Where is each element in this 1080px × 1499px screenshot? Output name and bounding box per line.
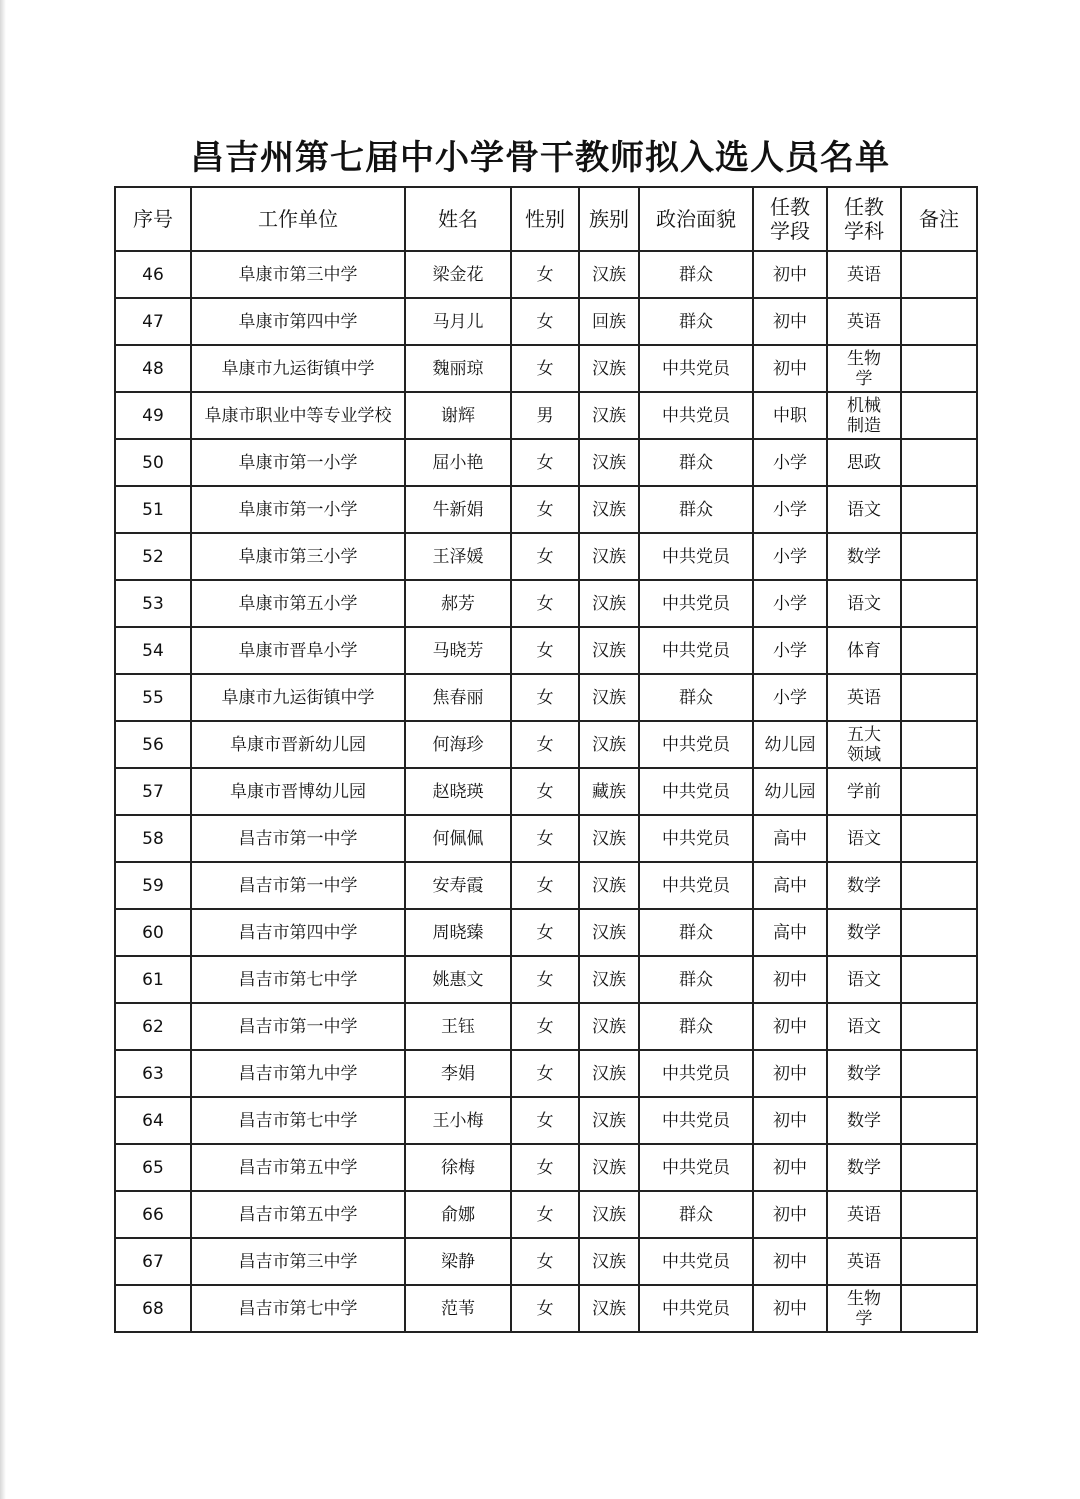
cell-work-unit: 阜康市九运街镇中学 [191, 345, 405, 392]
cell-gender: 女 [511, 768, 579, 815]
cell-ethnicity: 汉族 [579, 486, 639, 533]
cell-political-status: 群众 [639, 298, 753, 345]
cell-political-status: 群众 [639, 1003, 753, 1050]
cell-name: 马晓芳 [405, 627, 511, 674]
cell-gender: 女 [511, 627, 579, 674]
cell-teaching-subject-label: 语文 [847, 828, 881, 849]
cell-teaching-subject-label: 数学 [847, 1063, 881, 1084]
cell-name: 谢辉 [405, 392, 511, 439]
cell-political-status: 中共党员 [639, 580, 753, 627]
header-teaching-stage [753, 187, 827, 251]
cell-ethnicity: 汉族 [579, 721, 639, 768]
cell-name: 姚惠文 [405, 956, 511, 1003]
page-edge-shadow [0, 0, 6, 1499]
cell-name: 王钰 [405, 1003, 511, 1050]
cell-teaching-subject [827, 1050, 901, 1097]
cell-ethnicity: 汉族 [579, 533, 639, 580]
cell-teaching-stage: 高中 [753, 909, 827, 956]
cell-remarks [901, 674, 977, 721]
cell-gender: 女 [511, 486, 579, 533]
cell-teaching-subject-label: 语文 [847, 1016, 881, 1037]
cell-work-unit: 昌吉市第七中学 [191, 956, 405, 1003]
table-row [115, 1285, 977, 1332]
cell-remarks [901, 721, 977, 768]
header-serial-no: 序号 [115, 187, 191, 251]
cell-gender: 女 [511, 1144, 579, 1191]
table-row [115, 1144, 977, 1191]
cell-gender: 女 [511, 439, 579, 486]
cell-teaching-subject [827, 1097, 901, 1144]
cell-serial-no: 47 [115, 298, 191, 345]
cell-political-status: 群众 [639, 909, 753, 956]
table-row [115, 298, 977, 345]
cell-ethnicity: 汉族 [579, 627, 639, 674]
table-row [115, 1003, 977, 1050]
cell-serial-no: 60 [115, 909, 191, 956]
cell-gender: 女 [511, 862, 579, 909]
header-teaching-subject-label: 任教学科 [844, 195, 884, 243]
cell-work-unit: 昌吉市第一中学 [191, 1003, 405, 1050]
cell-teaching-stage: 小学 [753, 627, 827, 674]
cell-serial-no: 67 [115, 1238, 191, 1285]
cell-gender: 女 [511, 956, 579, 1003]
cell-teaching-stage: 初中 [753, 956, 827, 1003]
cell-teaching-subject-label: 英语 [847, 264, 881, 285]
cell-remarks [901, 1144, 977, 1191]
cell-remarks [901, 580, 977, 627]
cell-gender: 女 [511, 1050, 579, 1097]
cell-gender: 女 [511, 909, 579, 956]
cell-teaching-subject-label: 数学 [847, 546, 881, 567]
cell-remarks [901, 1097, 977, 1144]
cell-serial-no: 56 [115, 721, 191, 768]
cell-work-unit: 阜康市第一小学 [191, 486, 405, 533]
cell-work-unit: 昌吉市第一中学 [191, 815, 405, 862]
table-row [115, 251, 977, 298]
cell-serial-no: 46 [115, 251, 191, 298]
cell-remarks [901, 392, 977, 439]
cell-teaching-stage: 小学 [753, 439, 827, 486]
cell-teaching-stage: 初中 [753, 1191, 827, 1238]
table-row [115, 768, 977, 815]
header-teaching-subject [827, 187, 901, 251]
cell-remarks [901, 486, 977, 533]
cell-work-unit: 阜康市第五小学 [191, 580, 405, 627]
table-row [115, 674, 977, 721]
cell-name: 李娟 [405, 1050, 511, 1097]
table-row [115, 580, 977, 627]
cell-teaching-subject [827, 1144, 901, 1191]
cell-teaching-subject-label: 数学 [847, 922, 881, 943]
cell-remarks [901, 251, 977, 298]
table-row [115, 909, 977, 956]
cell-name: 郝芳 [405, 580, 511, 627]
teacher-roster-table [114, 186, 978, 1333]
cell-work-unit: 阜康市晋阜小学 [191, 627, 405, 674]
cell-ethnicity: 汉族 [579, 862, 639, 909]
cell-serial-no: 48 [115, 345, 191, 392]
cell-work-unit: 昌吉市第三中学 [191, 1238, 405, 1285]
cell-gender: 男 [511, 392, 579, 439]
cell-teaching-subject [827, 1003, 901, 1050]
cell-teaching-subject [827, 345, 901, 392]
cell-teaching-stage: 初中 [753, 1285, 827, 1332]
cell-name: 屈小艳 [405, 439, 511, 486]
cell-political-status: 中共党员 [639, 1285, 753, 1332]
cell-teaching-subject [827, 674, 901, 721]
cell-teaching-subject-label: 语文 [847, 593, 881, 614]
cell-serial-no: 49 [115, 392, 191, 439]
cell-work-unit: 昌吉市第七中学 [191, 1097, 405, 1144]
header-teaching-stage-label: 任教学段 [770, 195, 810, 243]
cell-teaching-subject [827, 721, 901, 768]
cell-teaching-subject-label: 思政 [847, 452, 881, 473]
cell-political-status: 中共党员 [639, 533, 753, 580]
cell-teaching-stage: 初中 [753, 345, 827, 392]
cell-teaching-stage: 小学 [753, 580, 827, 627]
cell-remarks [901, 533, 977, 580]
cell-teaching-stage: 初中 [753, 1050, 827, 1097]
cell-ethnicity: 汉族 [579, 439, 639, 486]
cell-serial-no: 65 [115, 1144, 191, 1191]
cell-name: 魏丽琼 [405, 345, 511, 392]
cell-gender: 女 [511, 815, 579, 862]
cell-ethnicity: 汉族 [579, 1238, 639, 1285]
cell-work-unit: 阜康市职业中等专业学校 [191, 392, 405, 439]
cell-work-unit: 阜康市第三小学 [191, 533, 405, 580]
cell-teaching-subject [827, 862, 901, 909]
cell-serial-no: 51 [115, 486, 191, 533]
cell-gender: 女 [511, 533, 579, 580]
table-row [115, 345, 977, 392]
cell-serial-no: 57 [115, 768, 191, 815]
cell-teaching-subject [827, 956, 901, 1003]
cell-teaching-stage: 中职 [753, 392, 827, 439]
cell-serial-no: 50 [115, 439, 191, 486]
cell-gender: 女 [511, 251, 579, 298]
cell-gender: 女 [511, 345, 579, 392]
cell-remarks [901, 298, 977, 345]
cell-remarks [901, 627, 977, 674]
cell-name: 焦春丽 [405, 674, 511, 721]
cell-teaching-subject [827, 298, 901, 345]
cell-serial-no: 58 [115, 815, 191, 862]
cell-gender: 女 [511, 1097, 579, 1144]
cell-teaching-subject-label: 语文 [847, 499, 881, 520]
cell-teaching-stage: 初中 [753, 298, 827, 345]
cell-remarks [901, 1285, 977, 1332]
table-row [115, 1050, 977, 1097]
cell-political-status: 群众 [639, 251, 753, 298]
cell-remarks [901, 1238, 977, 1285]
table-row [115, 486, 977, 533]
cell-name: 安寿霞 [405, 862, 511, 909]
cell-ethnicity: 汉族 [579, 815, 639, 862]
cell-gender: 女 [511, 1285, 579, 1332]
cell-ethnicity: 汉族 [579, 1191, 639, 1238]
cell-teaching-subject-label: 数学 [847, 1110, 881, 1131]
cell-name: 马月儿 [405, 298, 511, 345]
cell-teaching-stage: 小学 [753, 486, 827, 533]
cell-teaching-subject-label: 数学 [847, 875, 881, 896]
cell-teaching-subject [827, 909, 901, 956]
cell-political-status: 中共党员 [639, 1238, 753, 1285]
table-row [115, 1097, 977, 1144]
cell-ethnicity: 汉族 [579, 1050, 639, 1097]
cell-gender: 女 [511, 298, 579, 345]
table-row [115, 956, 977, 1003]
cell-teaching-subject-label: 机械制造 [847, 395, 881, 436]
cell-teaching-stage: 初中 [753, 1003, 827, 1050]
cell-political-status: 中共党员 [639, 345, 753, 392]
table-row [115, 392, 977, 439]
cell-political-status: 群众 [639, 674, 753, 721]
cell-work-unit: 昌吉市第五中学 [191, 1191, 405, 1238]
cell-ethnicity: 汉族 [579, 956, 639, 1003]
cell-gender: 女 [511, 1003, 579, 1050]
cell-teaching-subject-label: 英语 [847, 687, 881, 708]
header-remarks: 备注 [901, 187, 977, 251]
cell-political-status: 中共党员 [639, 1050, 753, 1097]
table-row [115, 439, 977, 486]
cell-ethnicity: 汉族 [579, 345, 639, 392]
cell-serial-no: 54 [115, 627, 191, 674]
cell-teaching-subject-label: 生物学 [847, 348, 881, 389]
header-name: 姓名 [405, 187, 511, 251]
cell-political-status: 中共党员 [639, 721, 753, 768]
table-header-row [115, 187, 977, 251]
cell-teaching-stage: 高中 [753, 815, 827, 862]
cell-teaching-stage: 小学 [753, 674, 827, 721]
header-ethnicity: 族别 [579, 187, 639, 251]
cell-teaching-subject [827, 439, 901, 486]
cell-serial-no: 63 [115, 1050, 191, 1097]
cell-gender: 女 [511, 1191, 579, 1238]
cell-teaching-stage: 初中 [753, 1097, 827, 1144]
cell-ethnicity: 回族 [579, 298, 639, 345]
cell-teaching-subject [827, 627, 901, 674]
cell-ethnicity: 汉族 [579, 1285, 639, 1332]
cell-political-status: 中共党员 [639, 392, 753, 439]
cell-teaching-subject-label: 学前 [847, 781, 881, 802]
cell-ethnicity: 汉族 [579, 909, 639, 956]
cell-name: 俞娜 [405, 1191, 511, 1238]
cell-serial-no: 52 [115, 533, 191, 580]
cell-remarks [901, 909, 977, 956]
cell-political-status: 群众 [639, 439, 753, 486]
table-row [115, 1191, 977, 1238]
cell-teaching-stage: 高中 [753, 862, 827, 909]
cell-teaching-subject [827, 768, 901, 815]
cell-remarks [901, 1191, 977, 1238]
cell-teaching-subject [827, 251, 901, 298]
cell-teaching-stage: 初中 [753, 1238, 827, 1285]
cell-ethnicity: 汉族 [579, 251, 639, 298]
cell-teaching-subject-label: 五大领域 [847, 724, 881, 765]
cell-name: 范苇 [405, 1285, 511, 1332]
cell-remarks [901, 768, 977, 815]
cell-teaching-subject-label: 语文 [847, 969, 881, 990]
cell-gender: 女 [511, 721, 579, 768]
cell-serial-no: 64 [115, 1097, 191, 1144]
cell-teaching-subject [827, 1285, 901, 1332]
header-work-unit: 工作单位 [191, 187, 405, 251]
cell-remarks [901, 956, 977, 1003]
cell-remarks [901, 1050, 977, 1097]
cell-ethnicity: 汉族 [579, 392, 639, 439]
cell-work-unit: 阜康市九运街镇中学 [191, 674, 405, 721]
cell-teaching-stage: 小学 [753, 533, 827, 580]
cell-work-unit: 昌吉市第九中学 [191, 1050, 405, 1097]
cell-work-unit: 阜康市第四中学 [191, 298, 405, 345]
cell-gender: 女 [511, 674, 579, 721]
cell-political-status: 群众 [639, 956, 753, 1003]
cell-serial-no: 61 [115, 956, 191, 1003]
cell-teaching-subject-label: 数学 [847, 1157, 881, 1178]
cell-teaching-subject-label: 体育 [847, 640, 881, 661]
cell-teaching-stage: 初中 [753, 1144, 827, 1191]
cell-political-status: 中共党员 [639, 768, 753, 815]
cell-teaching-subject-label: 英语 [847, 1251, 881, 1272]
cell-political-status: 中共党员 [639, 815, 753, 862]
cell-teaching-subject-label: 生物学 [847, 1288, 881, 1329]
cell-name: 周晓臻 [405, 909, 511, 956]
cell-political-status: 中共党员 [639, 627, 753, 674]
table-row [115, 815, 977, 862]
cell-work-unit: 阜康市晋新幼儿园 [191, 721, 405, 768]
cell-political-status: 群众 [639, 1191, 753, 1238]
cell-work-unit: 昌吉市第五中学 [191, 1144, 405, 1191]
cell-teaching-subject [827, 1238, 901, 1285]
cell-work-unit: 昌吉市第七中学 [191, 1285, 405, 1332]
cell-ethnicity: 汉族 [579, 674, 639, 721]
cell-teaching-subject [827, 580, 901, 627]
cell-remarks [901, 815, 977, 862]
cell-teaching-subject [827, 533, 901, 580]
cell-remarks [901, 1003, 977, 1050]
cell-teaching-stage: 初中 [753, 251, 827, 298]
cell-name: 何佩佩 [405, 815, 511, 862]
cell-teaching-stage: 幼儿园 [753, 721, 827, 768]
table-row [115, 862, 977, 909]
cell-name: 赵晓瑛 [405, 768, 511, 815]
cell-teaching-subject [827, 486, 901, 533]
cell-ethnicity: 汉族 [579, 580, 639, 627]
cell-teaching-subject-label: 英语 [847, 1204, 881, 1225]
cell-serial-no: 66 [115, 1191, 191, 1238]
cell-work-unit: 阜康市第一小学 [191, 439, 405, 486]
table-row [115, 627, 977, 674]
cell-work-unit: 阜康市晋博幼儿园 [191, 768, 405, 815]
table-row [115, 721, 977, 768]
cell-remarks [901, 345, 977, 392]
cell-teaching-subject-label: 英语 [847, 311, 881, 332]
cell-name: 梁金花 [405, 251, 511, 298]
cell-teaching-subject [827, 392, 901, 439]
cell-political-status: 中共党员 [639, 862, 753, 909]
document-title: 昌吉州第七届中小学骨干教师拟入选人员名单 [190, 138, 890, 178]
cell-work-unit: 昌吉市第一中学 [191, 862, 405, 909]
cell-serial-no: 68 [115, 1285, 191, 1332]
cell-ethnicity: 汉族 [579, 1144, 639, 1191]
cell-gender: 女 [511, 1238, 579, 1285]
cell-teaching-stage: 幼儿园 [753, 768, 827, 815]
header-political-status: 政治面貌 [639, 187, 753, 251]
table-row [115, 533, 977, 580]
cell-political-status: 群众 [639, 486, 753, 533]
cell-political-status: 中共党员 [639, 1144, 753, 1191]
cell-name: 徐梅 [405, 1144, 511, 1191]
cell-ethnicity: 汉族 [579, 1003, 639, 1050]
cell-remarks [901, 862, 977, 909]
cell-serial-no: 62 [115, 1003, 191, 1050]
cell-serial-no: 59 [115, 862, 191, 909]
cell-name: 牛新娟 [405, 486, 511, 533]
cell-political-status: 中共党员 [639, 1097, 753, 1144]
cell-teaching-subject [827, 1191, 901, 1238]
cell-teaching-subject [827, 815, 901, 862]
cell-name: 何海珍 [405, 721, 511, 768]
cell-ethnicity: 藏族 [579, 768, 639, 815]
cell-ethnicity: 汉族 [579, 1097, 639, 1144]
cell-name: 王小梅 [405, 1097, 511, 1144]
header-gender: 性别 [511, 187, 579, 251]
cell-work-unit: 阜康市第三中学 [191, 251, 405, 298]
cell-name: 王泽媛 [405, 533, 511, 580]
cell-gender: 女 [511, 580, 579, 627]
cell-work-unit: 昌吉市第四中学 [191, 909, 405, 956]
cell-remarks [901, 439, 977, 486]
table-row [115, 1238, 977, 1285]
table-body [115, 251, 977, 1332]
cell-serial-no: 53 [115, 580, 191, 627]
cell-name: 梁静 [405, 1238, 511, 1285]
cell-serial-no: 55 [115, 674, 191, 721]
